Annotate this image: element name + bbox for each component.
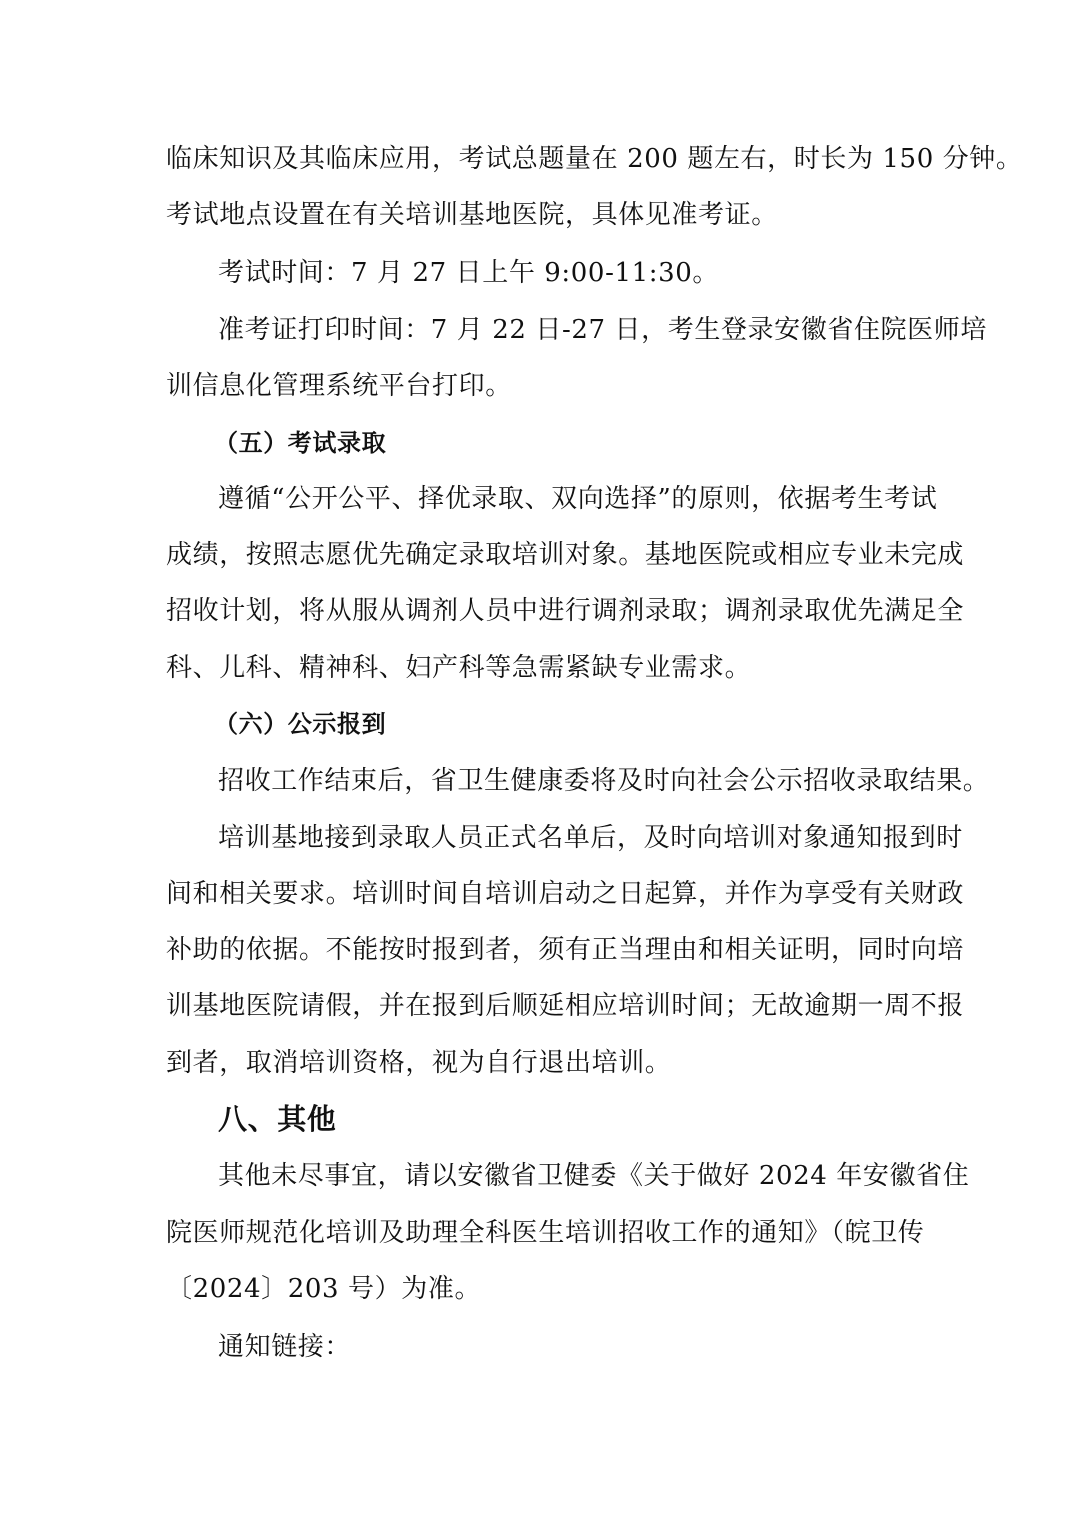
paragraph-line: 训信息化管理系统平台打印。 [166, 371, 512, 401]
paragraph-line: 院医师规范化培训及助理全科医生培训招收工作的通知》（皖卫传 [166, 1218, 925, 1248]
paragraph-line: 成绩，按照志愿优先确定录取培训对象。基地医院或相应专业未完成 [166, 540, 965, 570]
paragraph-line: 考试地点设置在有关培训基地医院，具体见准考证。 [166, 200, 778, 230]
paragraph-line: 临床知识及其临床应用，考试总题量在 200 题左右，时长为 150 分钟。 [166, 144, 1023, 174]
paragraph-line: 训基地医院请假，并在报到后顺延相应培训时间；无故逾期一周不报 [166, 991, 965, 1021]
section-heading: 八、其他 [218, 1102, 337, 1136]
subsection-heading: （六）公示报到 [214, 710, 387, 738]
paragraph-line: 〔2024〕203 号）为准。 [166, 1274, 482, 1304]
paragraph-line: 招收计划，将从服从调剂人员中进行调剂录取；调剂录取优先满足全 [166, 596, 965, 626]
paragraph-line: 通知链接： [218, 1332, 352, 1362]
paragraph-line: 科、儿科、精神科、妇产科等急需紧缺专业需求。 [166, 653, 752, 683]
paragraph-line: 其他未尽事宜，请以安徽省卫健委《关于做好 2024 年安徽省住 [218, 1161, 970, 1191]
paragraph-line: 培训基地接到录取人员正式名单后，及时向培训对象通知报到时 [218, 823, 963, 853]
paragraph-line: 遵循“公开公平、择优录取、双向选择”的原则，依据考生考试 [218, 484, 938, 514]
paragraph-line: 到者，取消培训资格，视为自行退出培训。 [166, 1048, 672, 1078]
paragraph-line: 间和相关要求。培训时间自培训启动之日起算，并作为享受有关财政 [166, 879, 965, 909]
subsection-heading: （五）考试录取 [214, 429, 387, 457]
paragraph-line: 招收工作结束后，省卫生健康委将及时向社会公示招收录取结果。 [218, 766, 990, 796]
paragraph-line: 补助的依据。不能按时报到者，须有正当理由和相关证明，同时向培 [166, 935, 965, 965]
paragraph-line: 考试时间：7 月 27 日上午 9:00-11:30。 [218, 258, 719, 288]
paragraph-line: 准考证打印时间：7 月 22 日-27 日，考生登录安徽省住院医师培 [218, 315, 987, 345]
